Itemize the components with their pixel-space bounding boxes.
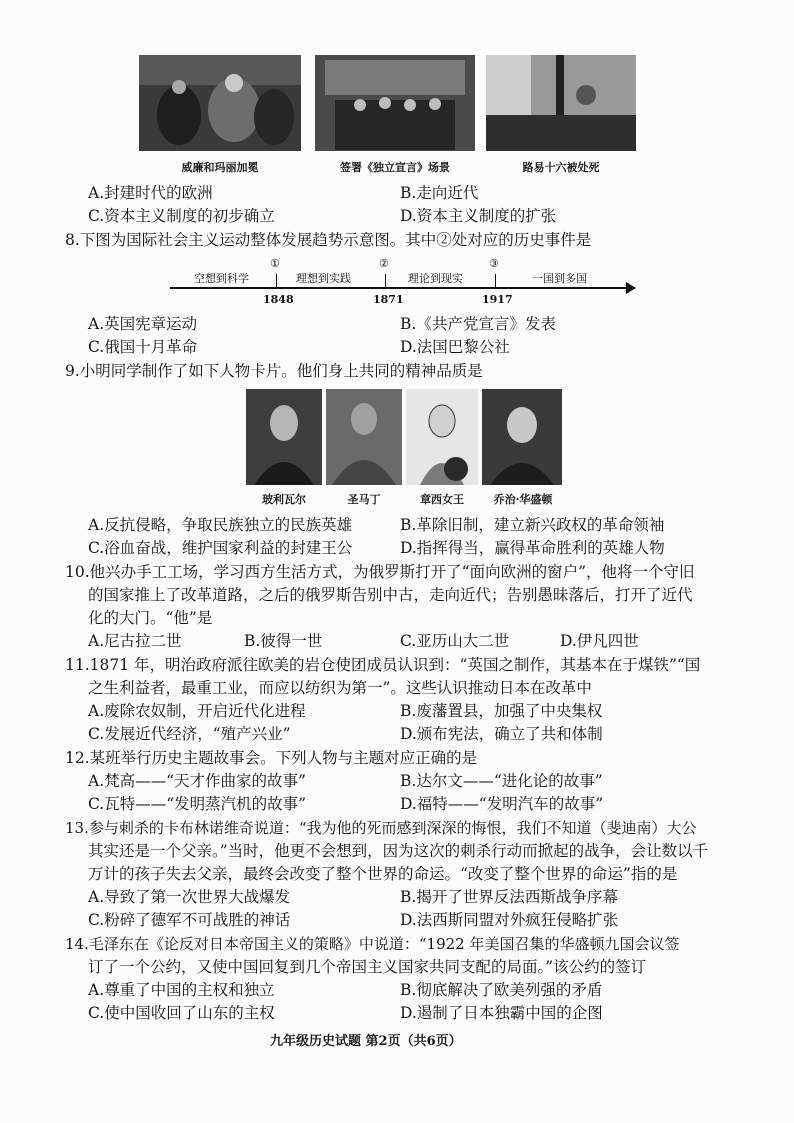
q12-option-c: C.瓦特——“发明蒸汽机的故事” [88, 795, 307, 813]
caption-execution: 路易十六被处死 [522, 161, 600, 174]
q10-option-b: B.彼得一世 [244, 632, 323, 650]
timeline-diagram [170, 256, 640, 308]
caption-coronation: 威廉和玛丽加冕 [181, 161, 259, 174]
q11-option-b: B.废藩置县，加强了中央集权 [400, 702, 603, 720]
q7-option-a: A.封建时代的欧洲 [88, 184, 213, 202]
painting-independence-declaration [315, 55, 475, 151]
page-footer: 九年级历史试题 第2页（共6页） [270, 1034, 462, 1049]
caption-san-martin: 圣马丁 [347, 493, 381, 506]
q9-option-a: A.反抗侵略，争取民族独立的民族英雄 [88, 516, 353, 534]
q12-option-a: A.梵高——“天才作曲家的故事” [88, 772, 306, 790]
q7-option-c: C.资本主义制度的初步确立 [88, 207, 275, 225]
q10-line-1: 10.他兴办手工工场，学习西方生活方式，为俄罗斯打开了“面向欧洲的窗户”，他将一个守旧 [65, 563, 695, 581]
timeline-arrow-icon [626, 282, 636, 294]
timeline-segment-1: 空想到科学 [194, 272, 249, 285]
q14-line-1: 14.毛泽东在《论反对日本帝国主义的策略》中说道：“1922 年美国召集的华盛顿九国会议签 [65, 935, 680, 953]
timeline-segment-4: 一国到多国 [532, 272, 587, 285]
q10-line-2: 的国家推上了改革道路，之后的俄罗斯告别中古，走向近代；告别愚昧落后，打开了近代 [88, 586, 693, 604]
q7-option-d: D.资本主义制度的扩张 [400, 207, 557, 225]
q8-stem: 8.下图为国际社会主义运动整体发展趋势示意图。其中②处对应的历史事件是 [65, 231, 592, 249]
q13-line-2: 其实还是一个父亲。”当时，他更不会想到，因为这次的刺杀行动而掀起的战争，会让数以千 [88, 842, 709, 860]
portrait-bolivar [246, 389, 322, 485]
q11-line-2: 之生利益者，最重工业，而应以纺织为第一”。这些认识推动日本在改革中 [88, 679, 592, 697]
timeline-year-1848: 1848 [263, 293, 294, 306]
q14-option-b: B.彻底解决了欧美列强的矛盾 [400, 981, 603, 999]
timeline-year-1871: 1871 [373, 293, 404, 306]
q14-option-a: A.尊重了中国的主权和独立 [88, 981, 275, 999]
q8-option-c: C.俄国十月革命 [88, 338, 198, 356]
q12-option-b: B.达尔文——“进化论的故事” [400, 772, 603, 790]
q11-option-d: D.颁布宪法，确立了共和体制 [400, 725, 603, 743]
painting-coronation [139, 55, 301, 151]
q13-option-d: D.法西斯同盟对外疯狂侵略扩张 [400, 911, 619, 929]
q14-option-d: D.遏制了日本独霸中国的企图 [400, 1004, 603, 1022]
q12-stem: 12.某班举行历史主题故事会。下列人物与主题对应正确的是 [65, 749, 478, 767]
timeline-marker-3: ③ [489, 257, 499, 270]
painting-louis-xvi-execution [486, 55, 636, 151]
q10-line-3: 化的大门。“他”是 [88, 609, 213, 627]
timeline-segment-3: 理论到现实 [408, 272, 463, 285]
timeline-tick [385, 274, 386, 288]
q11-option-a: A.废除农奴制，开启近代化进程 [88, 702, 306, 720]
q14-line-2: 订了一个公约，又使中国回复到几个帝国主义国家共同支配的局面。”该公约的签订 [88, 958, 647, 976]
timeline-marker-1: ① [270, 257, 280, 270]
q8-option-d: D.法国巴黎公社 [400, 338, 510, 356]
timeline-tick [495, 274, 496, 288]
caption-rani: 章西女王 [420, 493, 464, 506]
portrait-washington [482, 389, 562, 485]
q11-line-1: 11.1871 年，明治政府派往欧美的岩仓使团成员认识到：“英国之制作，其基本在于煤铁”“国 [65, 656, 701, 674]
q9-option-d: D.指挥得当，赢得革命胜利的英雄人物 [400, 539, 665, 557]
q10-option-c: C.亚历山大二世 [400, 632, 510, 650]
q12-option-d: D.福特——“发明汽车的故事” [400, 795, 604, 813]
caption-bolivar: 玻利瓦尔 [262, 493, 306, 506]
timeline-segment-2: 理想到实践 [296, 272, 351, 285]
q10-option-a: A.尼古拉二世 [88, 632, 182, 650]
portrait-san-martin [326, 389, 402, 485]
caption-washington: 乔治·华盛顿 [493, 493, 553, 506]
q13-option-b: B.揭开了世界反法西斯战争序幕 [400, 888, 618, 906]
q14-option-c: C.使中国收回了山东的主权 [88, 1004, 275, 1022]
q9-option-b: B.革除旧制，建立新兴政权的革命领袖 [400, 516, 665, 534]
q9-stem: 9.小明同学制作了如下人物卡片。他们身上共同的精神品质是 [65, 362, 483, 380]
timeline-tick [276, 274, 277, 288]
q13-option-c: C.粉碎了德军不可战胜的神话 [88, 911, 291, 929]
q13-line-1: 13.参与刺杀的卡布林诺维奇说道：“我为他的死而感到深深的悔恨，我们不知道（斐迪南）大公 [65, 819, 697, 837]
q8-option-a: A.英国宪章运动 [88, 315, 198, 333]
timeline-year-1917: 1917 [482, 293, 513, 306]
q13-option-a: A.导致了第一次世界大战爆发 [88, 888, 291, 906]
timeline-marker-2: ② [379, 257, 389, 270]
q13-line-3: 万计的孩子失去父亲，最终会改变了整个世界的命运。“改变了整个世界的命运”指的是 [88, 865, 678, 883]
q11-option-c: C.发展近代经济，“殖产兴业” [88, 725, 291, 743]
portrait-rani-of-jhansi [406, 389, 478, 485]
caption-independence: 签署《独立宣言》场景 [340, 161, 450, 174]
timeline-axis [170, 287, 628, 289]
q8-option-b: B.《共产党宣言》发表 [400, 315, 556, 333]
q7-option-b: B.走向近代 [400, 184, 479, 202]
q9-option-c: C.浴血奋战，维护国家利益的封建王公 [88, 539, 353, 557]
q10-option-d: D.伊凡四世 [560, 632, 639, 650]
